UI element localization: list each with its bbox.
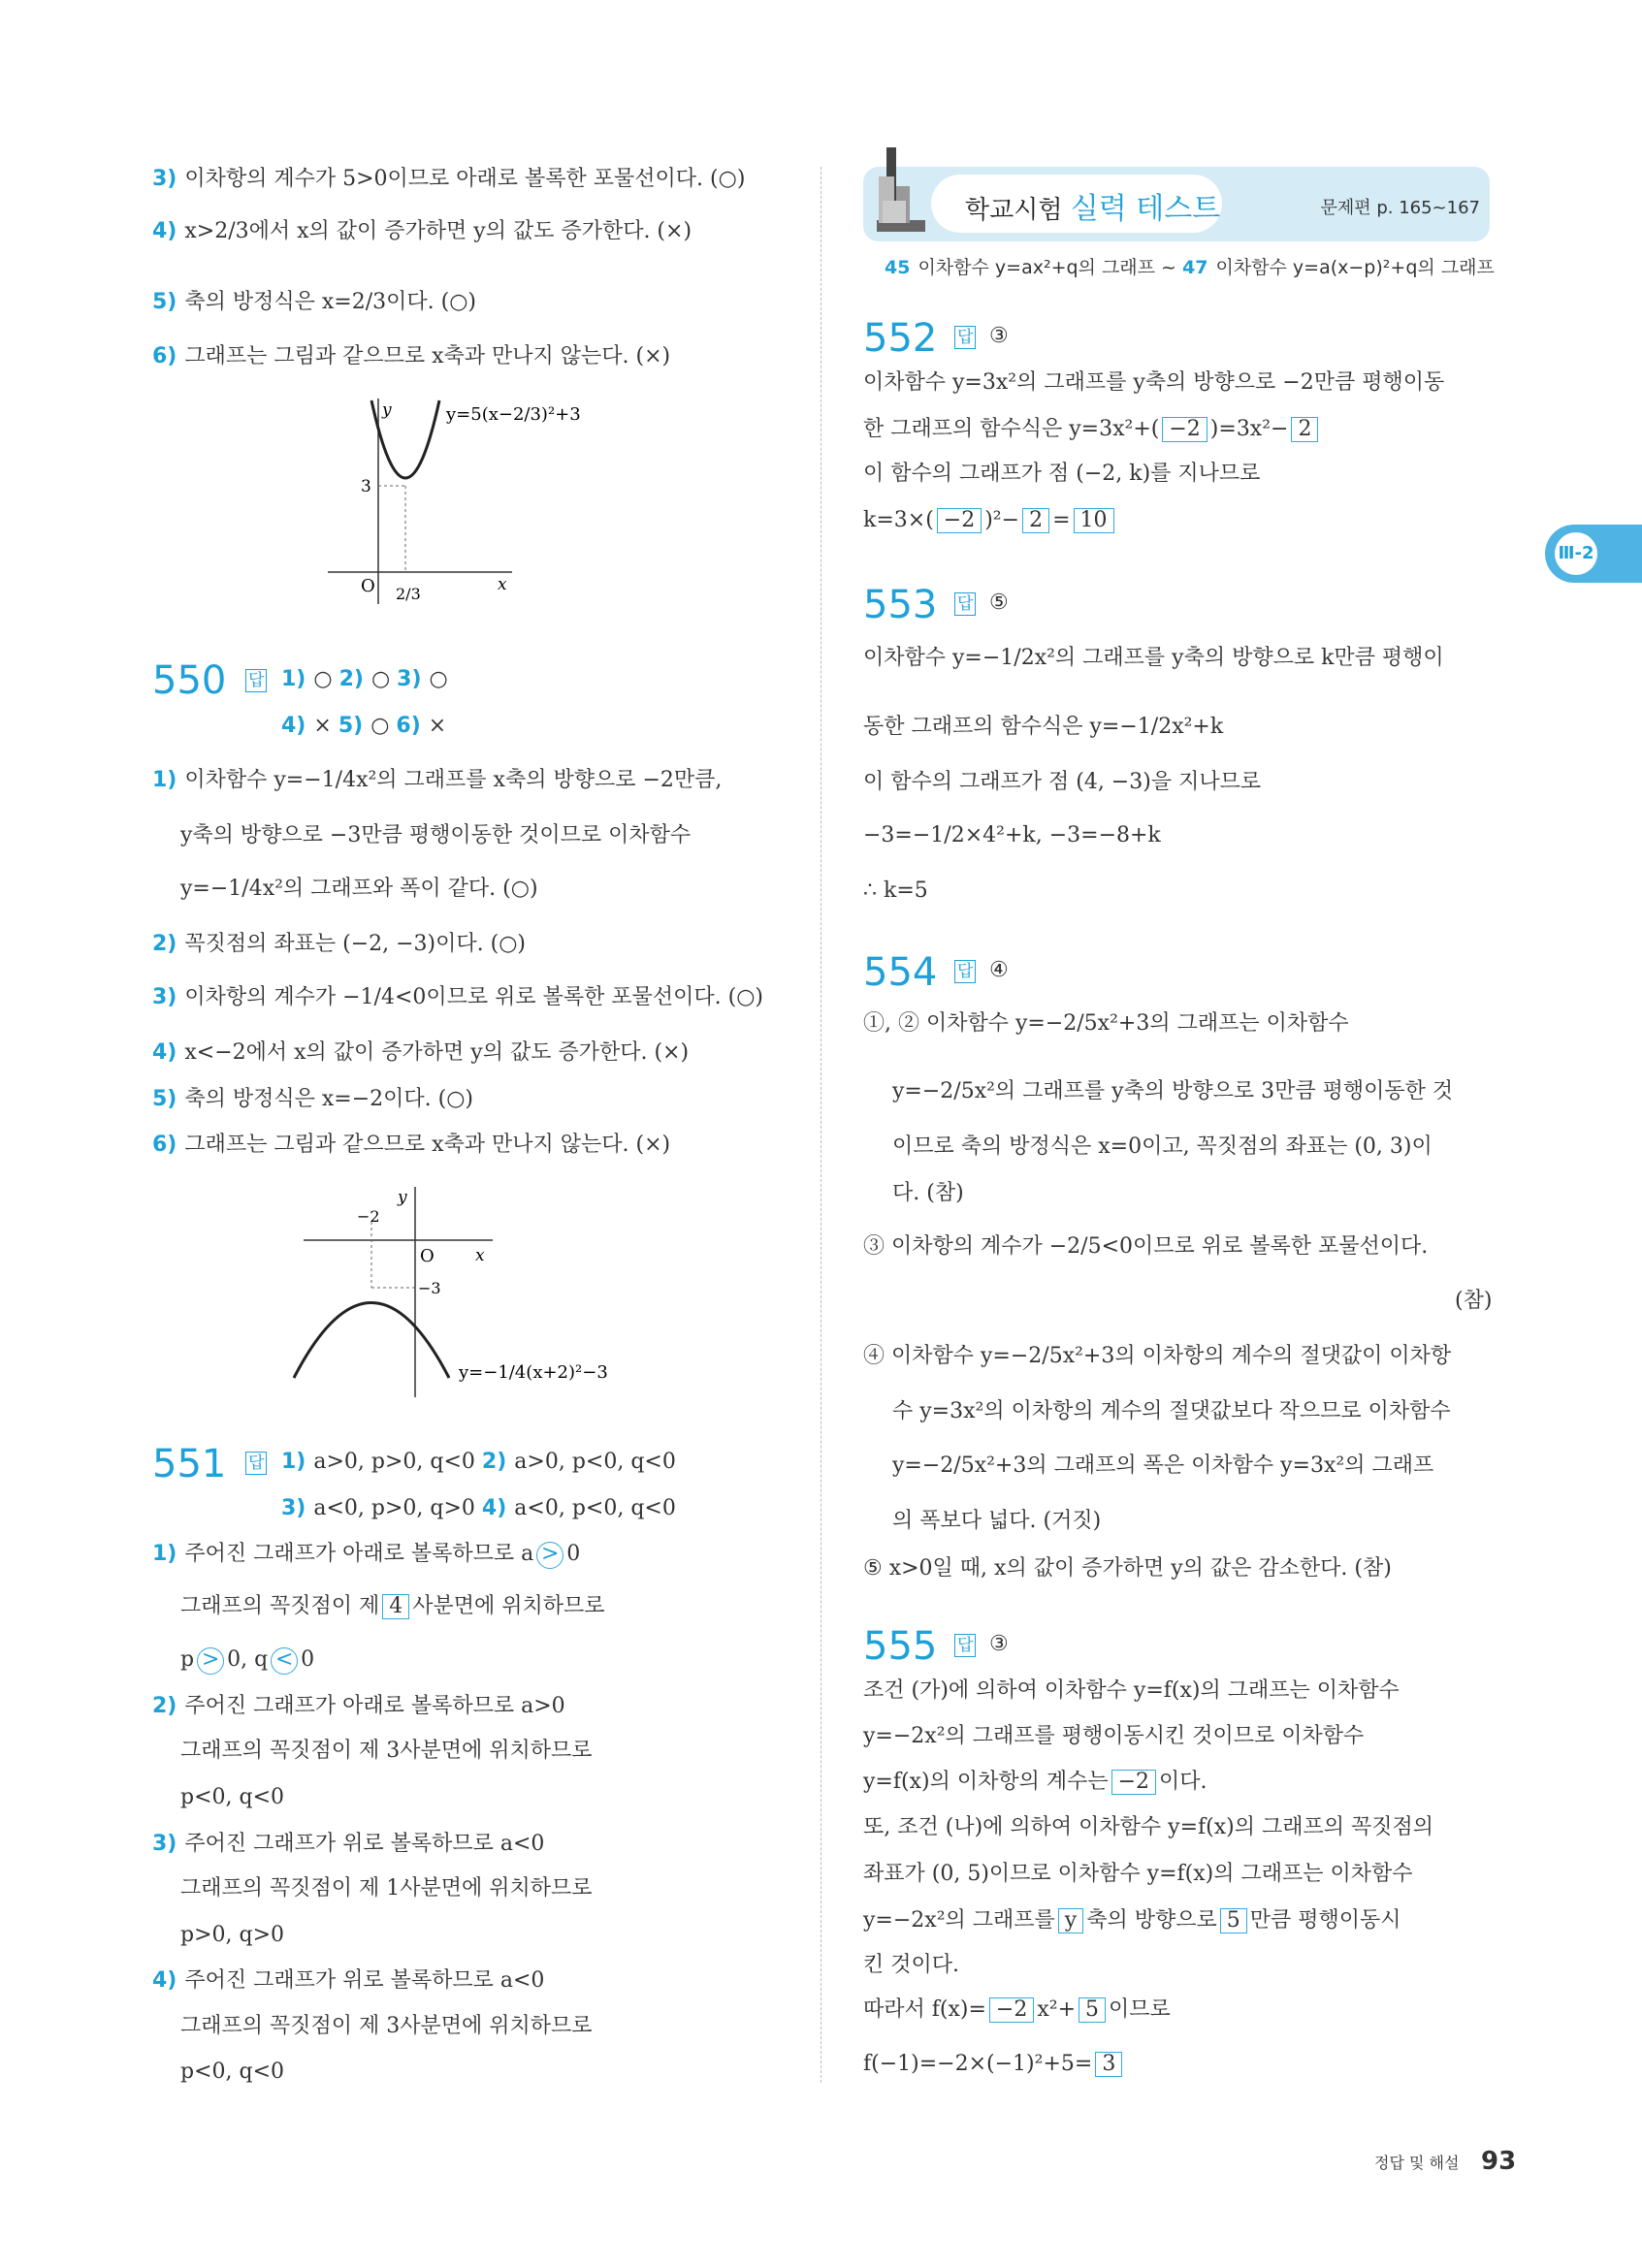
- text: p<0, q<0: [180, 1785, 285, 1809]
- solution-line: [863, 1555, 1392, 1582]
- text: 주어진 그래프가 위로 볼록하므로 a<0: [184, 1832, 545, 1856]
- text: ③ 이차항의 계수가 −2/5<0이므로 위로 볼록한 포물선이다.: [863, 1234, 1429, 1259]
- answer-line: [281, 713, 446, 740]
- text: 0, q: [227, 1647, 269, 1672]
- boxed-answer: −2: [1111, 1770, 1156, 1795]
- text: 이차함수 y=−1/2x²의 그래프를 y축의 방향으로 k만큼 평행이: [863, 646, 1444, 670]
- text: ○: [370, 667, 398, 691]
- answer-choice: ③: [989, 1632, 1009, 1656]
- x-axis-label: x: [498, 575, 507, 594]
- y-tick-label: 3: [361, 477, 371, 496]
- footer-label: 정답 및 해설: [1374, 2154, 1460, 2172]
- boxed-answer: −2: [1162, 417, 1207, 442]
- text: 이차함수 y=ax²+q의 그래프 ~: [918, 257, 1183, 278]
- solution-line: [892, 1180, 964, 1207]
- text: 0: [301, 1647, 315, 1672]
- boxed-answer: 10: [1074, 508, 1114, 533]
- solution-line: [152, 218, 692, 245]
- solution-line: [863, 645, 1444, 672]
- solution-line: [863, 461, 1260, 488]
- answer-badge: 답: [954, 592, 976, 616]
- answer-line: [281, 666, 448, 693]
- solution-line: [863, 416, 1321, 443]
- item-number: 1): [152, 768, 177, 792]
- text: 동한 그래프의 함수식은 y=−1/2x²+k: [863, 715, 1224, 739]
- text: 이므로: [1109, 1997, 1171, 2022]
- text: 축의 방정식은 x=2/3이다. (○): [184, 290, 476, 314]
- solution-line: [180, 822, 691, 849]
- boxed-answer: −2: [989, 1997, 1034, 2023]
- chapter-tab[interactable]: [1545, 525, 1642, 583]
- item-number: 2): [481, 1450, 507, 1474]
- solution-line: [152, 931, 526, 958]
- boxed-answer: 5: [1079, 1997, 1106, 2023]
- origin-label: O: [420, 1246, 435, 1266]
- text: 주어진 그래프가 아래로 볼록하므로 a: [184, 1542, 534, 1566]
- text: 이차항의 계수가 −1/4<0이므로 위로 볼록한 포물선이다. (○): [184, 985, 764, 1009]
- solution-line: [863, 1769, 1207, 1796]
- parabola-graph-1: [318, 391, 628, 623]
- building-icon: [869, 147, 927, 235]
- solution-line: [863, 822, 1161, 849]
- text: 그래프는 그림과 같으므로 x축과 만나지 않는다. (×): [184, 1133, 671, 1157]
- text: 그래프의 꼭짓점이 제 3사분면에 위치하므로: [180, 2014, 593, 2038]
- text: 이차함수 y=a(x−p)²+q의 그래프: [1215, 257, 1495, 278]
- item-number: 3): [152, 167, 177, 191]
- text: f(−1)=−2×(−1)²+5=: [863, 2052, 1093, 2076]
- item-number: 5): [338, 714, 364, 738]
- text: y=−2x²의 그래프를: [863, 1908, 1055, 1933]
- text: a<0, p<0, q<0: [514, 1496, 676, 1520]
- boxed-answer: 2: [1022, 508, 1049, 533]
- answer-line: [281, 1449, 676, 1476]
- solution-line: [892, 1398, 1451, 1425]
- answer-badge: 답: [954, 326, 976, 349]
- text: ○: [370, 714, 397, 738]
- text: ×: [313, 714, 338, 738]
- text: p<0, q<0: [180, 2060, 285, 2084]
- problem-number: 553: [863, 583, 938, 627]
- solution-line: [1455, 1288, 1492, 1315]
- solution-line: [892, 1134, 1433, 1161]
- text: 킨 것이다.: [863, 1953, 959, 1977]
- text: p: [180, 1647, 195, 1672]
- text: ①, ② 이차함수 y=−2/5x²+3의 그래프는 이차함수: [863, 1011, 1349, 1036]
- item-number: 3): [152, 985, 177, 1009]
- solution-line: [863, 714, 1223, 741]
- solution-line: [152, 1967, 544, 1995]
- text: 그래프의 꼭짓점이 제 1사분면에 위치하므로: [180, 1876, 593, 1901]
- answer-badge: 답: [245, 1452, 267, 1475]
- solution-line: [892, 1508, 1101, 1535]
- item-number: 47: [1182, 257, 1208, 278]
- origin-label: O: [361, 576, 375, 596]
- solution-line: [152, 1132, 670, 1159]
- text: x>2/3에서 x의 값이 증가하면 y의 값도 증가한다. (×): [184, 219, 692, 243]
- answer-choice: ⑤: [989, 591, 1009, 615]
- text: 주어진 그래프가 아래로 볼록하므로 a>0: [184, 1694, 565, 1718]
- text: 이차함수 y=3x²의 그래프를 y축의 방향으로 −2만큼 평행이동: [863, 370, 1445, 395]
- text: 0: [566, 1542, 581, 1566]
- solution-line: [152, 1086, 473, 1113]
- page-number: 93: [1481, 2147, 1517, 2176]
- text: y축의 방향으로 −3만큼 평행이동한 것이므로 이차함수: [180, 823, 692, 847]
- text: y=−2/5x²+3의 그래프의 폭은 이차함수 y=3x²의 그래프: [892, 1453, 1434, 1478]
- solution-line: [152, 1039, 689, 1067]
- solution-line: [863, 507, 1117, 534]
- answer-badge: 답: [954, 1634, 976, 1657]
- item-number: 3): [152, 1832, 177, 1856]
- solution-line: [180, 1738, 593, 1765]
- text: 만큼 평행이동시: [1249, 1908, 1401, 1933]
- solution-line: [863, 1907, 1401, 1934]
- circled-answer: <: [271, 1647, 298, 1675]
- y-axis-label: y: [382, 400, 392, 420]
- text: 그래프는 그림과 같으므로 x축과 만나지 않는다. (×): [184, 344, 671, 368]
- header-title-accent: 실력 테스트: [1070, 192, 1221, 226]
- solution-line: [152, 767, 722, 794]
- item-number: 1): [281, 1450, 306, 1474]
- solution-line: [152, 1541, 580, 1569]
- solution-line: [180, 1646, 314, 1675]
- solution-line: [863, 1343, 1451, 1370]
- item-number: 5): [152, 1087, 177, 1111]
- circled-answer: >: [536, 1542, 563, 1569]
- text: 다. (참): [892, 1181, 964, 1205]
- header-subtitle: [885, 254, 1495, 281]
- circled-answer: >: [197, 1647, 224, 1675]
- graph-equation: y=−1/4(x+2)²−3: [459, 1362, 608, 1383]
- item-number: 1): [281, 667, 306, 691]
- item-number: 6): [396, 714, 421, 738]
- solution-line: [892, 1078, 1453, 1105]
- text: ○: [429, 667, 448, 691]
- text: 조건 (가)에 의하여 이차함수 y=f(x)의 그래프는 이차함수: [863, 1678, 1400, 1703]
- text: p>0, q>0: [180, 1923, 285, 1947]
- text: 축의 방정식은 x=−2이다. (○): [184, 1087, 473, 1111]
- solution-line: [863, 1814, 1433, 1841]
- solution-line: [180, 1922, 284, 1949]
- text: 좌표가 (0, 5)이므로 이차함수 y=f(x)의 그래프는 이차함수: [863, 1862, 1413, 1886]
- item-number: 2): [152, 1694, 177, 1718]
- text: y=f(x)의 이차항의 계수는: [863, 1770, 1109, 1794]
- x-tick-label: −2: [357, 1207, 380, 1226]
- text: 한 그래프의 함수식은 y=3x²+(: [863, 417, 1160, 441]
- boxed-answer: y: [1058, 1908, 1083, 1933]
- text: 사분면에 위치하므로: [412, 1594, 605, 1618]
- answer-badge: 답: [954, 960, 976, 983]
- text: k=3×(: [863, 508, 934, 532]
- solution-line: [152, 166, 745, 193]
- item-number: 45: [885, 257, 911, 278]
- text: 주어진 그래프가 위로 볼록하므로 a<0: [184, 1968, 545, 1993]
- y-axis-label: y: [398, 1188, 407, 1207]
- text: )=3x²−: [1209, 417, 1289, 441]
- solution-line: [863, 1861, 1412, 1888]
- answer-choice: ④: [989, 958, 1009, 982]
- problem-page-reference: 문제편 p. 165~167: [1320, 198, 1480, 218]
- item-number: 4): [481, 1496, 507, 1520]
- text: ∴ k=5: [863, 878, 928, 903]
- problem-number: 552: [863, 316, 938, 361]
- boxed-answer: 4: [382, 1594, 409, 1619]
- problem-number: 555: [863, 1624, 938, 1669]
- solution-line: [863, 1677, 1400, 1705]
- text: 이다.: [1159, 1770, 1207, 1794]
- solution-line: [180, 876, 538, 903]
- text: y=−2x²의 그래프를 평행이동시킨 것이므로 이차함수: [863, 1724, 1365, 1748]
- text: 그래프의 꼭짓점이 제 3사분면에 위치하므로: [180, 1739, 593, 1763]
- text: )²−: [984, 508, 1020, 532]
- header-title-main: 학교시험: [965, 196, 1063, 225]
- text: 이므로 축의 방정식은 x=0이고, 꼭짓점의 좌표는 (0, 3)이: [892, 1134, 1433, 1159]
- text: y=−2/5x²의 그래프를 y축의 방향으로 3만큼 평행이동한 것: [892, 1079, 1454, 1103]
- section-header-banner: [863, 167, 1490, 241]
- item-number: 6): [152, 344, 177, 368]
- text: 따라서 f(x)=: [863, 1997, 986, 2022]
- item-number: 4): [152, 219, 177, 243]
- text: ○: [313, 667, 339, 691]
- answer-choice: ③: [989, 324, 1009, 348]
- text: 꼭짓점의 좌표는 (−2, −3)이다. (○): [184, 932, 526, 956]
- item-number: 6): [152, 1133, 177, 1157]
- text: (참): [1455, 1289, 1493, 1313]
- item-number: 5): [152, 290, 177, 314]
- item-number: 1): [152, 1542, 177, 1566]
- solution-line: [152, 984, 763, 1011]
- boxed-answer: 3: [1095, 2052, 1122, 2077]
- text: ⑤ x>0일 때, x의 값이 증가하면 y의 값은 감소한다. (참): [863, 1556, 1392, 1581]
- item-number: 2): [152, 932, 177, 956]
- problem-number: 550: [152, 658, 227, 703]
- text: 또, 조건 (나)에 의하여 이차함수 y=f(x)의 그래프의 꼭짓점의: [863, 1815, 1433, 1839]
- header-title: [965, 184, 1220, 227]
- item-number: 2): [338, 667, 364, 691]
- text: 이 함수의 그래프가 점 (4, −3)을 지나므로: [863, 770, 1262, 794]
- text: x²+: [1037, 1997, 1077, 2022]
- solution-line: [180, 1593, 605, 1620]
- x-tick-label: 2/3: [396, 585, 421, 603]
- solution-line: [863, 769, 1261, 796]
- problem-number: 551: [152, 1442, 227, 1486]
- solution-line: [863, 1233, 1428, 1261]
- item-number: 4): [152, 1968, 177, 1993]
- answer-badge: 답: [245, 669, 267, 692]
- text: 의 폭보다 넓다. (거짓): [892, 1509, 1102, 1533]
- solution-line: [180, 1875, 593, 1902]
- problem-number: 554: [863, 950, 938, 995]
- boxed-answer: 5: [1220, 1908, 1247, 1933]
- solution-line: [863, 369, 1444, 397]
- text: 축의 방향으로: [1086, 1908, 1217, 1933]
- text: y=−1/4x²의 그래프와 폭이 같다. (○): [180, 877, 538, 901]
- text: x<−2에서 x의 값이 증가하면 y의 값도 증가한다. (×): [184, 1040, 690, 1065]
- text: a>0, p<0, q<0: [514, 1450, 676, 1474]
- boxed-answer: −2: [937, 508, 982, 533]
- solution-line: [863, 1952, 959, 1979]
- solution-line: [180, 2059, 284, 2086]
- answer-line: [281, 1495, 676, 1522]
- chapter-tab-label: Ⅲ-2: [1555, 532, 1597, 575]
- text: a>0, p>0, q<0: [313, 1450, 482, 1474]
- solution-line: [863, 1996, 1171, 2024]
- solution-line: [152, 1693, 565, 1720]
- item-number: 3): [281, 1496, 306, 1520]
- text: −3=−1/2×4²+k, −3=−8+k: [863, 823, 1161, 847]
- text: 그래프의 꼭짓점이 제: [180, 1594, 380, 1618]
- text: ④ 이차함수 y=−2/5x²+3의 이차항의 계수의 절댓값이 이차항: [863, 1344, 1452, 1368]
- solution-line: [863, 2051, 1125, 2078]
- text: 이차항의 계수가 5>0이므로 아래로 볼록한 포물선이다. (○): [184, 167, 746, 191]
- solution-line: [180, 2013, 593, 2040]
- parabola-curve: [294, 1303, 449, 1379]
- solution-line: [152, 343, 670, 370]
- item-number: 3): [397, 667, 422, 691]
- boxed-answer: 2: [1291, 417, 1318, 442]
- text: ×: [428, 714, 447, 738]
- item-number: 4): [281, 714, 306, 738]
- graph-equation: y=5(x−2/3)²+3: [446, 404, 581, 425]
- solution-line: [152, 289, 476, 316]
- text: 이차함수 y=−1/4x²의 그래프를 x축의 방향으로 −2만큼,: [184, 768, 723, 792]
- solution-line: [152, 1831, 544, 1858]
- solution-line: [892, 1453, 1433, 1480]
- text: 이 함수의 그래프가 점 (−2, k)를 지나므로: [863, 462, 1261, 486]
- solution-line: [863, 1010, 1349, 1038]
- solution-line: [863, 1723, 1364, 1750]
- text: 수 y=3x²의 이차항의 계수의 절댓값보다 작으므로 이차함수: [892, 1399, 1451, 1423]
- y-tick-label: −3: [418, 1279, 441, 1297]
- solution-line: [180, 1784, 284, 1811]
- parabola-graph-2: [289, 1179, 658, 1402]
- item-number: 4): [152, 1040, 177, 1065]
- solution-line: [863, 878, 928, 905]
- text: =: [1052, 508, 1071, 532]
- text: a<0, p>0, q>0: [313, 1496, 482, 1520]
- x-axis-label: x: [475, 1246, 485, 1265]
